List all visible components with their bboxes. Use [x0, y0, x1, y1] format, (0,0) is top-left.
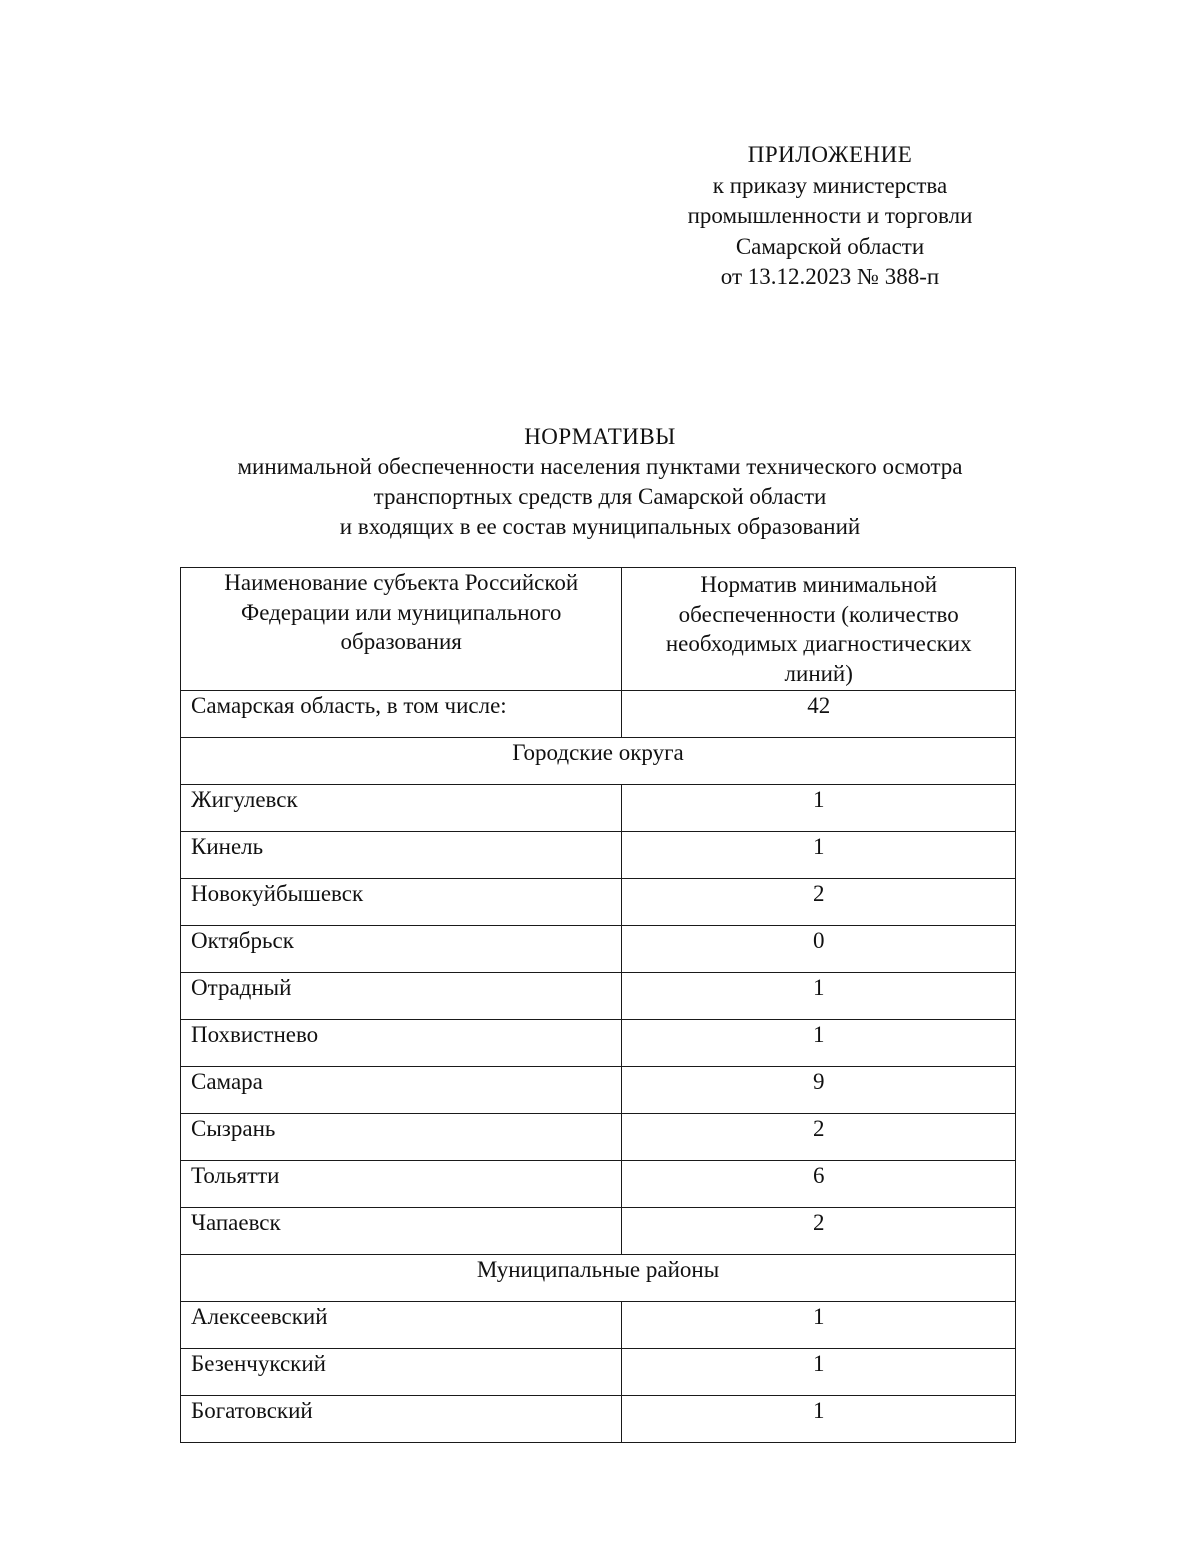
norm-value: 2 [622, 1208, 1016, 1255]
municipality-name: Жигулевск [181, 785, 622, 832]
table-row [181, 1067, 1016, 1114]
header-cell-name: Наименование субъекта Российской Федерации или муниципального образования [181, 568, 622, 691]
norms-table [180, 567, 1016, 1443]
total-row [181, 691, 1016, 738]
table-row [181, 926, 1016, 973]
table-row [181, 785, 1016, 832]
table-row [181, 1396, 1016, 1443]
municipality-name: Богатовский [181, 1396, 622, 1443]
municipality-name: Октябрьск [181, 926, 622, 973]
table-row [181, 1020, 1016, 1067]
municipality-name: Тольятти [181, 1161, 622, 1208]
municipality-name: Чапаевск [181, 1208, 622, 1255]
table-row [181, 1208, 1016, 1255]
appendix-heading: ПРИЛОЖЕНИЕ [747, 142, 913, 167]
table-row [181, 1302, 1016, 1349]
norm-value: 1 [622, 832, 1016, 879]
table-row [181, 1114, 1016, 1161]
section-title: Городские округа [181, 738, 1016, 785]
norm-value: 2 [622, 1114, 1016, 1161]
title-line: минимальной обеспеченности населения пунктами технического осмотра [237, 454, 963, 479]
table-row [181, 1161, 1016, 1208]
table-row [181, 832, 1016, 879]
section-header-row [181, 738, 1016, 785]
norm-value: 0 [622, 926, 1016, 973]
norm-value: 1 [622, 1349, 1016, 1396]
norm-value: 1 [622, 1302, 1016, 1349]
total-name: Самарская область, в том числе: [181, 691, 622, 738]
table-header-row [181, 568, 1016, 691]
table-row [181, 1349, 1016, 1396]
appendix-line: Самарской области [735, 233, 925, 259]
table-row [181, 973, 1016, 1020]
title-line: и входящих в ее состав муниципальных образований [339, 514, 861, 539]
header-cell-norm: Норматив минимальной обеспеченности (количество необходимых диагностических линий) [622, 568, 1016, 691]
title-heading: НОРМАТИВЫ [524, 424, 676, 449]
municipality-name: Похвистнево [181, 1020, 622, 1067]
municipality-name: Отрадный [181, 973, 622, 1020]
total-value: 42 [622, 691, 1016, 738]
norm-value: 1 [622, 785, 1016, 832]
appendix-block [640, 140, 1020, 293]
appendix-line: промышленности и торговли [687, 203, 973, 228]
municipality-name: Самара [181, 1067, 622, 1114]
norm-value: 1 [622, 1020, 1016, 1067]
municipality-name: Новокуйбышевск [181, 879, 622, 926]
norm-value: 1 [622, 1396, 1016, 1443]
section-title: Муниципальные районы [181, 1255, 1016, 1302]
table-row [181, 879, 1016, 926]
section-header-row [181, 1255, 1016, 1302]
norm-value: 2 [622, 879, 1016, 926]
municipality-name: Безенчукский [181, 1349, 622, 1396]
municipality-name: Сызрань [181, 1114, 622, 1161]
municipality-name: Кинель [181, 832, 622, 879]
municipality-name: Алексеевский [181, 1302, 622, 1349]
title-line: транспортных средств для Самарской области [373, 484, 827, 509]
appendix-order-date: от 13.12.2023 № 388-п [720, 264, 940, 289]
norm-value: 6 [622, 1161, 1016, 1208]
norm-value: 9 [622, 1067, 1016, 1114]
norm-value: 1 [622, 973, 1016, 1020]
document-title [150, 422, 1050, 542]
appendix-line: к приказу министерства [712, 172, 948, 198]
